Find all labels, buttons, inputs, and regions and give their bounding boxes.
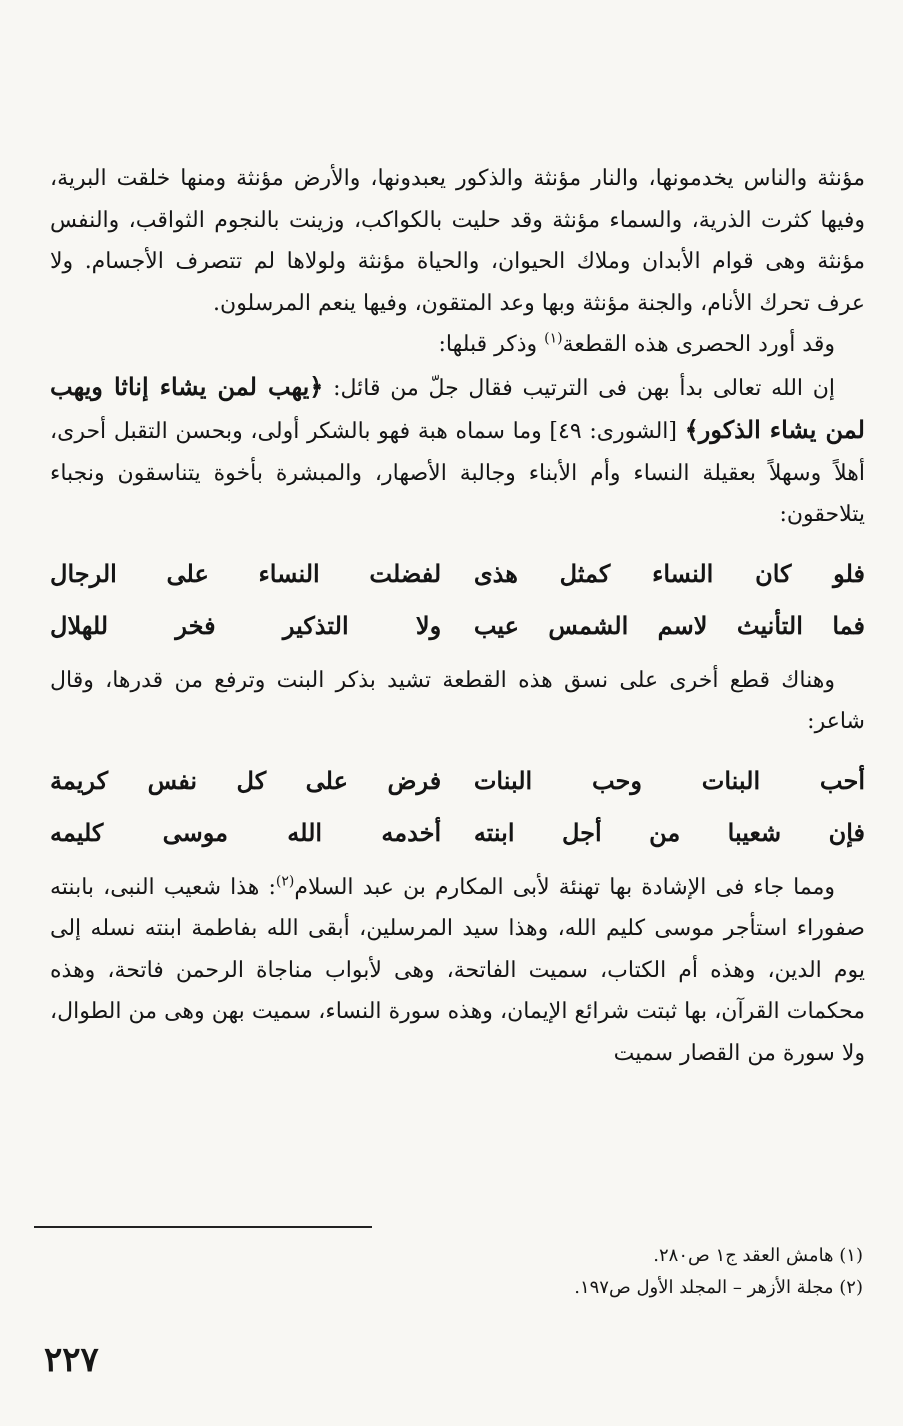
footnote-ref-1: (١) bbox=[544, 330, 563, 347]
verse-second-half: لفضلت النساء على الرجال bbox=[50, 558, 442, 588]
paragraph-5-text-end: : هذا شعيب النبى، بابنته صفوراء استأجر موسى كليم الله، وهذا سيد المرسلين، أبقى الله بفاطمة ابنته نسله إلى يوم الدين، وهذه أم الكتاب، سميت الفاتحة، وهى لأبواب مناجاة الرحمن فاتحة، وهذه محكمات القرآن، بها ثبتت شرائع الإيمان، وهذه سورة النساء، سميت بهن وهى من الطوال، ولا سورة من القصار سميت bbox=[50, 874, 865, 1066]
verse-first-half: فما التأنيث لاسم الشمس عيب bbox=[473, 610, 865, 640]
footnote-ref-2: (٢) bbox=[275, 873, 295, 890]
paragraph-4: وهناك قطع أخرى على نسق هذه القطعة تشيد بذكر البنت وترفع من قدرها، وقال شاعر: bbox=[50, 667, 865, 734]
footnote-1: (١) هامش العقد ج١ ص٢٨٠. bbox=[653, 1245, 863, 1266]
paragraph-3-intro: إن الله تعالى بدأ بهن فى الترتيب فقال جلّ من قائل: bbox=[323, 375, 835, 401]
verse-second-half: أخدمه الله موسى كليمه bbox=[50, 817, 442, 847]
poem-line bbox=[50, 548, 865, 600]
verse-second-half: ولا التذكير فخر للهلال bbox=[50, 610, 442, 640]
paragraph-5-text: ومما جاء فى الإشادة بها تهنئة لأبى المكارم بن عبد السلام bbox=[294, 874, 835, 900]
footnotes bbox=[300, 1240, 863, 1304]
paragraph-3 bbox=[50, 366, 865, 536]
paragraph-2-text: وقد أورد الحصرى هذه القطعة bbox=[562, 332, 835, 357]
page-number: ٢٢٧ bbox=[44, 1340, 99, 1380]
footnote-2: (٢) مجلة الأزهر – المجلد الأول ص١٩٧. bbox=[574, 1277, 863, 1298]
quran-verse: ﴿يهب لمن يشاء إناثا ويهب لمن يشاء الذكور﴾ bbox=[50, 371, 865, 444]
poem-1 bbox=[50, 548, 865, 652]
footnote-divider bbox=[34, 1226, 372, 1228]
verse-second-half: فرض على كل نفس كريمة bbox=[50, 765, 442, 795]
poem-line bbox=[50, 600, 865, 652]
poem-line bbox=[50, 755, 865, 807]
main-text bbox=[50, 158, 865, 1074]
paragraph-2-text-end: وذكر قبلها: bbox=[438, 332, 545, 357]
paragraph-3-rest: [الشورى: ٤٩] وما سماه هبة فهو بالشكر أولى، وبحسن التقبل أحرى، أهلاً وسهلاً بعقيلة النساء وأم الأبناء وجالبة الأصهار، والمبشرة بأخوة يتناسقون ونجباء يتلاحقون: bbox=[50, 419, 865, 527]
verse-first-half: أحب البنات وحب البنات bbox=[473, 765, 865, 795]
verse-first-half: فلو كان النساء كمثل هذى bbox=[473, 558, 865, 588]
poem-2 bbox=[50, 755, 865, 859]
poem-line bbox=[50, 807, 865, 859]
paragraph-2 bbox=[50, 324, 865, 366]
paragraph-1: مؤنثة والناس يخدمونها، والنار مؤنثة والذكور يعبدونها، والأرض مؤنثة ومنها خلقت البرية، وفيها كثرت الذرية، والسماء مؤنثة وقد حليت بالكواكب، وزينت بالنجوم الثواقب، والنفس مؤنثة وهى قوام الأبدان وملاك الحيوان، والحياة مؤنثة ولولاها لم تتصرف الأجسام. ولا عرف تحرك الأنام، والجنة مؤنثة وبها وعد المتقون، وفيها ينعم المرسلون. bbox=[50, 166, 865, 316]
paragraph-5 bbox=[50, 867, 865, 1075]
verse-first-half: فإن شعيبا من أجل ابنته bbox=[473, 817, 865, 847]
